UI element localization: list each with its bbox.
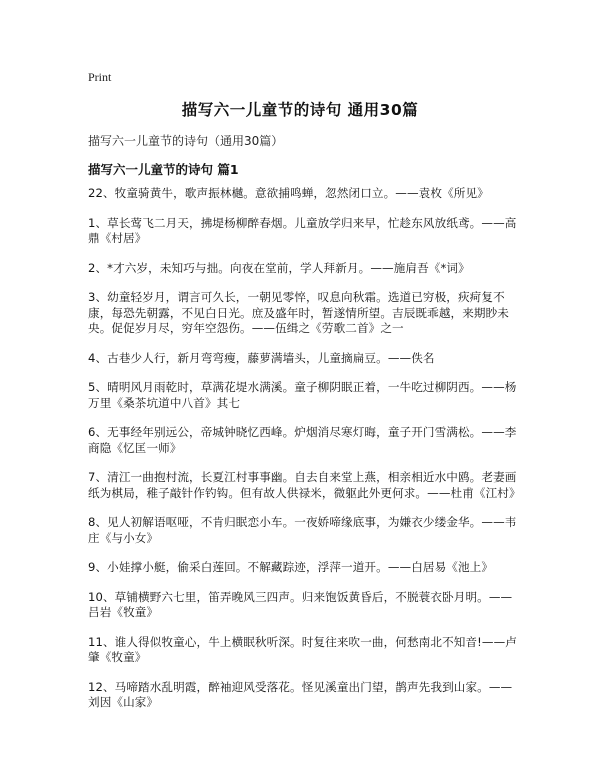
poem-item: 12、马啼踏水乱明霞，醉袖迎风受落花。怪见溪童出门望，鹊声先我到山家。——刘因《山家》 <box>88 679 513 709</box>
poem-item: 6、无事经年别远公，帝城钟晓忆西峰。炉烟消尽寒灯晦，童子开门雪满松。——李商隐《忆匡一师》 <box>88 425 517 455</box>
poem-item: 9、小娃撑小艇，偷采白莲回。不解藏踪迹，浮萍一道开。——白居易《池上》 <box>88 560 494 574</box>
document-title: 描写六一儿童节的诗句 通用30篇 <box>181 101 419 119</box>
document-subtitle: 描写六一儿童节的诗句（通用30篇） <box>88 134 284 148</box>
poem-item: 22、牧童骑黄牛，歌声振林樾。意欲捕鸣蝉，忽然闭口立。——袁枚《所见》 <box>88 186 489 200</box>
poem-item: 1、草长莺飞二月天，拂堤杨柳醉春烟。儿童放学归来早，忙趁东风放纸鸢。——高鼎《村居》 <box>88 215 517 245</box>
poem-item: 11、谁人得似牧童心，牛上横眠秋听深。时复往来吹一曲，何愁南北不知音!——卢肇《牧童》 <box>88 634 517 664</box>
poem-item: 2、*才六岁，未知巧与拙。向夜在堂前，学人拜新月。——施肩吾《*词》 <box>88 260 470 275</box>
print-label[interactable]: Print <box>88 70 112 84</box>
poem-item: 8、见人初解语呕哑，不肯归眠恋小车。一夜娇啼缘底事，为嫌衣少缕金华。——韦庄《与小女》 <box>88 515 517 545</box>
poem-item: 4、古巷少人行，新月弯弯瘦，藤萝满墙头，儿童摘扁豆。——佚名 <box>88 350 435 365</box>
poem-list <box>88 186 521 725</box>
poem-item: 7、清江一曲抱村流，长夏江村事事幽。自去自来堂上燕，相亲相近水中鸥。老妻画纸为棋局，稚子敲针作钓钩。但有故人供禄米，微躯此外更何求。——杜甫《江村》 <box>88 470 521 500</box>
poem-item: 5、晴明风月雨乾时，草满花堤水满溪。童子柳阴眠正着，一牛吃过柳阴西。——杨万里《桑茶坑道中八首》其七 <box>88 380 517 410</box>
poem-item: 10、草铺横野六七里，笛弄晚风三四声。归来饱饭黄昏后，不脱蓑衣卧月明。——吕岩《牧童》 <box>88 589 513 619</box>
section-heading: 描写六一儿童节的诗句 篇1 <box>88 162 239 177</box>
poem-item: 3、幼童轻岁月，谓言可久长，一朝见零悴，叹息向秋霜。选道已穷极，疢疴复不康，每恐先朝露，不见白日光。庶及盛年时，暂遂情所望。吉辰既乖越，来期眇未央。促促岁月尽，穷年空怨伤。——伍缉之《劳歌二首》之一 <box>88 290 509 335</box>
